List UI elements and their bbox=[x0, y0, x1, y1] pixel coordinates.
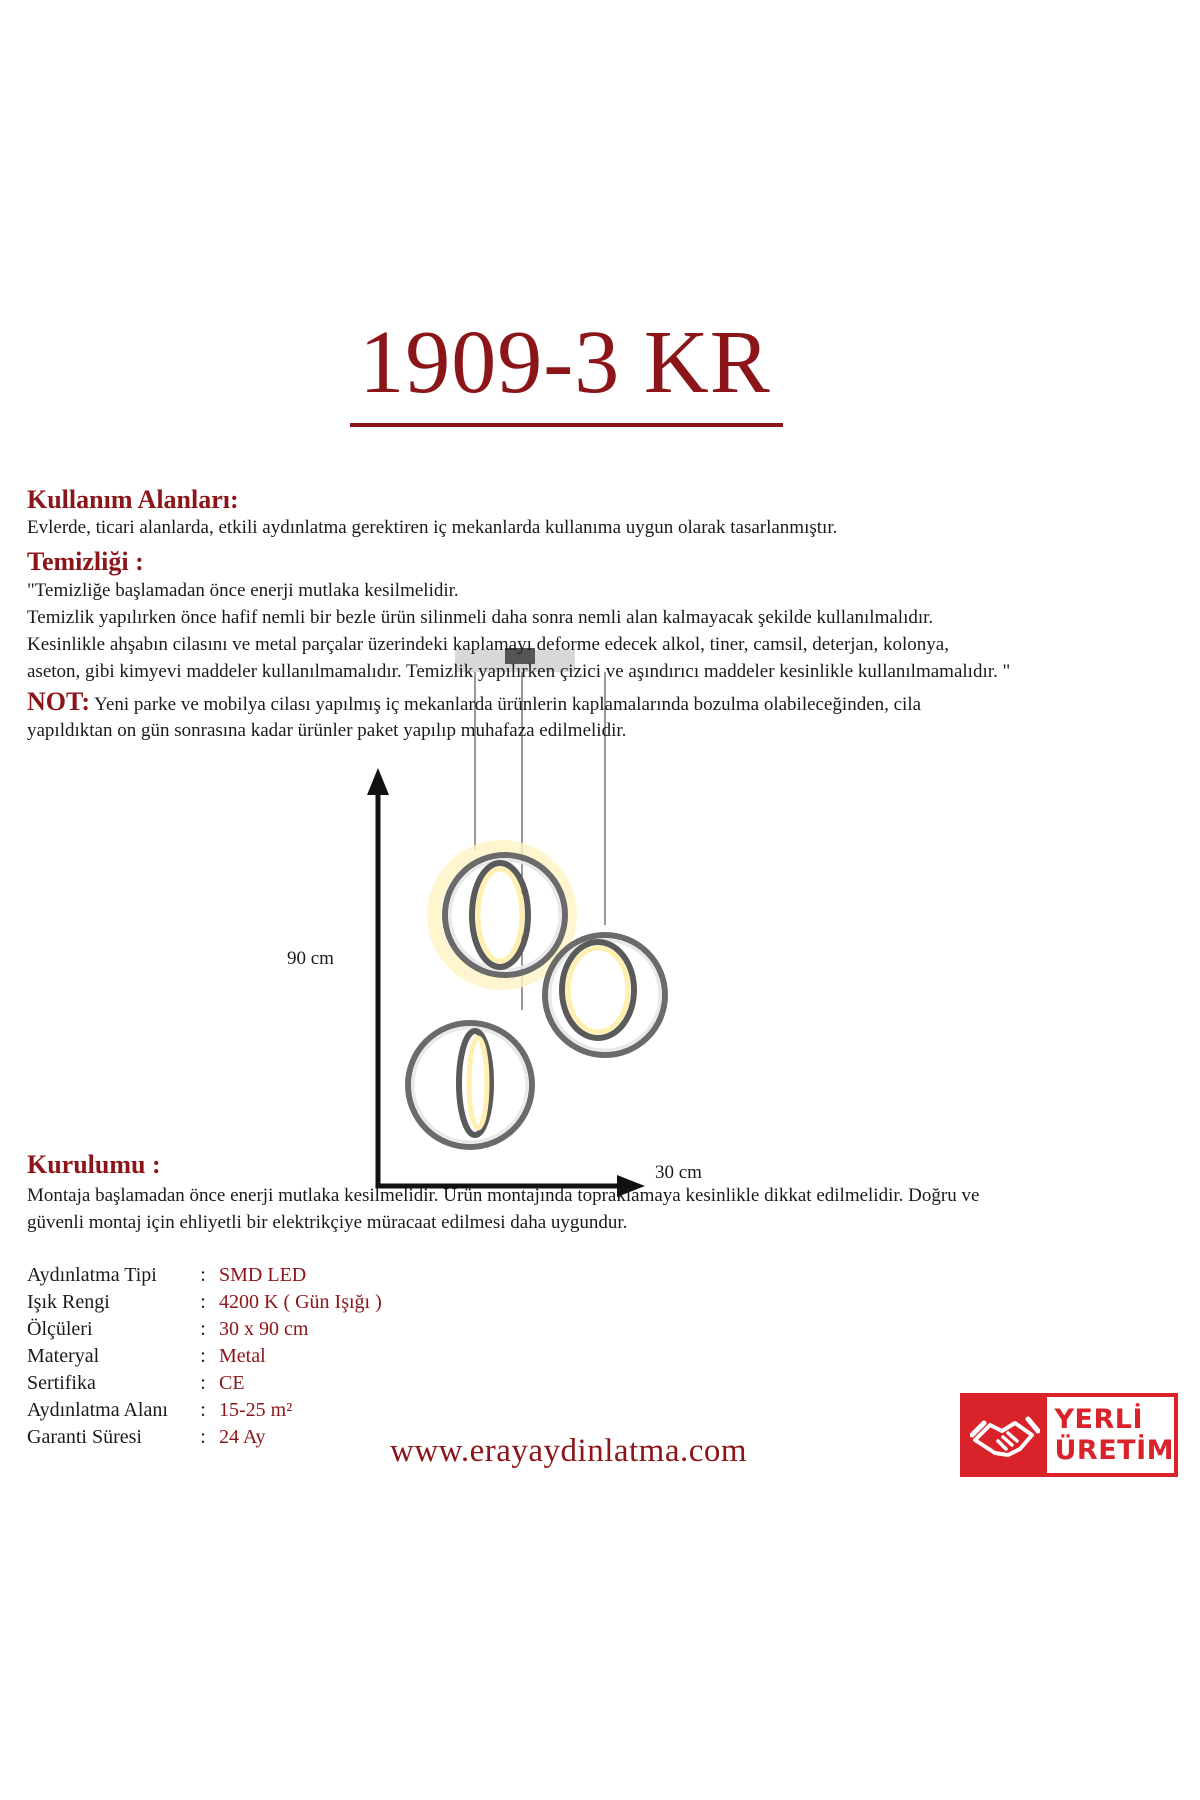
spec-key: Garanti Süresi bbox=[27, 1426, 142, 1448]
spec-separator: : bbox=[200, 1291, 206, 1313]
spec-row bbox=[27, 1424, 382, 1451]
height-label: 90 cm bbox=[287, 948, 334, 969]
spec-separator: : bbox=[200, 1399, 206, 1421]
height-dimension-arrow bbox=[367, 768, 389, 1188]
installation-line-1: Montaja başlamadan önce enerji mutlaka kesilmelidir. Ürün montajında topraklamaya kesinlikle dikkat edilmelidir. Doğru ve bbox=[27, 1185, 980, 1206]
cleaning-line-2: Temizlik yapılırken önce hafif nemli bir bezle ürün silinmeli daha sonra nemli alan kalmayacak şekilde kullanılmalıdır. bbox=[27, 607, 934, 628]
installation-heading: Kurulumu : bbox=[27, 1150, 161, 1179]
spec-row bbox=[27, 1397, 382, 1424]
ring-pendant-2 bbox=[545, 935, 665, 1055]
spec-value: 30 x 90 cm bbox=[219, 1318, 309, 1340]
ring-pendant-1 bbox=[434, 847, 570, 983]
spec-separator: : bbox=[200, 1426, 206, 1448]
usage-text: Evlerde, ticari alanlarda, etkili aydınlatma gerektiren iç mekanlarda kullanıma uygun olarak tasarlanmıştır. bbox=[27, 517, 838, 538]
spec-row bbox=[27, 1343, 382, 1370]
spec-value: 24 Ay bbox=[219, 1426, 266, 1448]
badge-text bbox=[1047, 1404, 1175, 1466]
note-paragraph bbox=[27, 688, 921, 718]
usage-heading: Kullanım Alanları: bbox=[27, 485, 239, 514]
spec-value: Metal bbox=[219, 1345, 266, 1367]
spec-separator: : bbox=[200, 1372, 206, 1394]
cleaning-heading: Temizliği : bbox=[27, 547, 144, 576]
spec-key: Ölçüleri bbox=[27, 1318, 93, 1340]
spec-key: Işık Rengi bbox=[27, 1291, 110, 1313]
spec-value: CE bbox=[219, 1372, 245, 1394]
spec-value: SMD LED bbox=[219, 1264, 307, 1286]
cleaning-line-1: "Temizliğe başlamadan önce enerji mutlaka kesilmelidir. bbox=[27, 580, 459, 601]
badge-line-2: ÜRETİM bbox=[1054, 1435, 1174, 1466]
handshake-icon bbox=[964, 1397, 1047, 1473]
cleaning-line-4: aseton, gibi kimyevi maddeler kullanılmamalıdır. Temizlik yapılırken çizici ve aşındırıcı maddeler kesinlikle kullanılmamalıdır. " bbox=[27, 661, 1011, 682]
spec-key: Aydınlatma Alanı bbox=[27, 1399, 168, 1421]
cleaning-line-3: Kesinlikle ahşabın cilasını ve metal parçalar üzerindeki kaplamayı deforme edecek alkol, tiner, camsil, deterjan, kolonya, bbox=[27, 634, 949, 655]
spec-value: 4200 K ( Gün Işığı ) bbox=[219, 1291, 382, 1313]
note-line-2: yapıldıktan on gün sonrasına kadar ürünler paket yapılıp muhafaza edilmelidir. bbox=[27, 720, 627, 741]
yerli-uretim-badge bbox=[960, 1393, 1178, 1477]
spec-table bbox=[27, 1262, 382, 1451]
spec-value: 15-25 m² bbox=[219, 1399, 293, 1421]
website-url: www.erayaydinlatma.com bbox=[390, 1433, 748, 1469]
installation-line-2: güvenli montaj için ehliyetli bir elektrikçiye müracaat edilmesi daha uygundur. bbox=[27, 1212, 628, 1233]
note-line-1: Yeni parke ve mobilya cilası yapılmış iç mekanlarda ürünlerin kaplamalarında bozulma olabileceğinden, cila bbox=[94, 694, 922, 715]
spec-row bbox=[27, 1316, 382, 1343]
spec-key: Sertifika bbox=[27, 1372, 96, 1394]
spec-row bbox=[27, 1289, 382, 1316]
width-label: 30 cm bbox=[655, 1162, 702, 1183]
spec-row bbox=[27, 1262, 382, 1289]
badge-line-1: YERLİ bbox=[1054, 1404, 1144, 1435]
spec-row bbox=[27, 1370, 382, 1397]
spec-key: Materyal bbox=[27, 1345, 100, 1367]
note-label: NOT: bbox=[27, 687, 91, 716]
spec-key: Aydınlatma Tipi bbox=[27, 1264, 157, 1286]
ring-pendant-3 bbox=[408, 1023, 532, 1147]
spec-separator: : bbox=[200, 1318, 206, 1340]
spec-separator: : bbox=[200, 1345, 206, 1367]
spec-separator: : bbox=[200, 1264, 206, 1286]
product-title: 1909-3 KR bbox=[359, 313, 771, 412]
